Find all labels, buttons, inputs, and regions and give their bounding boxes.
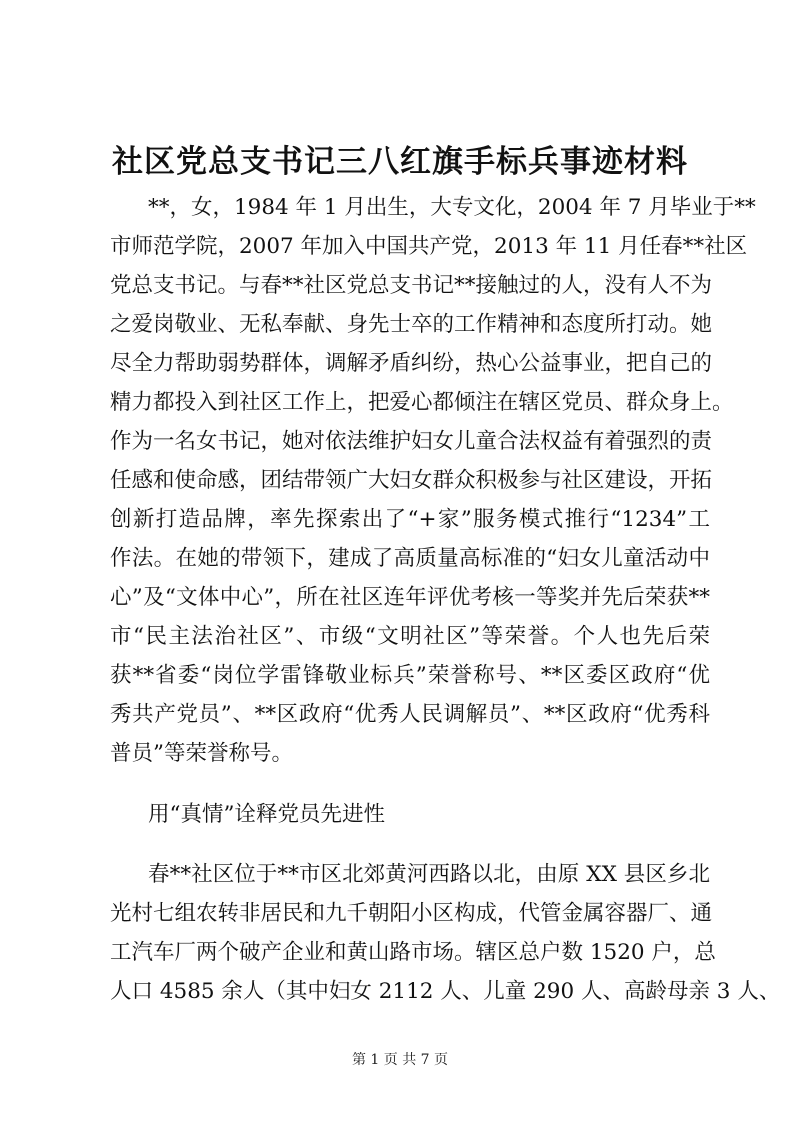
document-title: 社区党总支书记三八红旗手标兵事迹材料 xyxy=(112,144,688,180)
body-line: 光村七组农转非居民和九千朝阳小区构成，代管金属容器厂、通 xyxy=(110,901,713,926)
body-line: 市“民主法治社区”、市级“文明社区”等荣誉。个人也先后荣 xyxy=(110,624,710,649)
body-line: **，女，1984 年 1 月出生，大专文化，2004 年 7 月毕业于** xyxy=(148,195,756,220)
body-line: 心”及“文体中心”，所在社区连年评优考核一等奖并先后荣获** xyxy=(110,585,710,610)
body-line: 工汽车厂两个破产企业和黄山路市场。辖区总户数 1520 户，总 xyxy=(110,940,716,965)
body-line: 普员”等荣誉称号。 xyxy=(110,741,293,766)
body-line: 作法。在她的带领下，建成了高质量高标准的“妇女儿童活动中 xyxy=(110,546,710,571)
body-line: 任感和使命感，团结带领广大妇女群众积极参与社区建设，开拓 xyxy=(110,468,713,493)
body-line: 之爱岗敬业、无私奉献、身先士卒的工作精神和态度所打动。她 xyxy=(110,312,713,337)
body-line: 尽全力帮助弱势群体，调解矛盾纠纷，热心公益事业，把自己的 xyxy=(110,351,713,376)
body-line: 作为一名女书记，她对依法维护妇女儿童合法权益有着强烈的责 xyxy=(110,429,713,454)
body-line: 精力都投入到社区工作上，把爱心都倾注在辖区党员、群众身上。 xyxy=(110,390,734,415)
body-line: 春**社区位于**市区北郊黄河西路以北，由原 XX 县区乡北 xyxy=(148,862,710,887)
body-line: 创新打造品牌，率先探索出了“+家”服务模式推行“1234”工 xyxy=(110,507,710,532)
section-heading: 用“真情”诠释党员先进性 xyxy=(148,802,385,827)
page-footer: 第 1 页 共 7 页 xyxy=(351,1052,449,1068)
body-line: 党总支书记。与春**社区党总支书记**接触过的人，没有人不为 xyxy=(110,273,713,298)
body-line: 市师范学院，2007 年加入中国共产党，2013 年 11 月任春**社区 xyxy=(110,234,748,259)
body-line: 获**省委“岗位学雷锋敬业标兵”荣誉称号、**区委区政府“优 xyxy=(110,663,710,688)
body-line: 秀共产党员”、**区政府“优秀人民调解员”、**区政府“优秀科 xyxy=(110,702,710,727)
body-line: 人口 4585 余人（其中妇女 2112 人、儿童 290 人、高龄母亲 3 人、 xyxy=(110,979,781,1004)
